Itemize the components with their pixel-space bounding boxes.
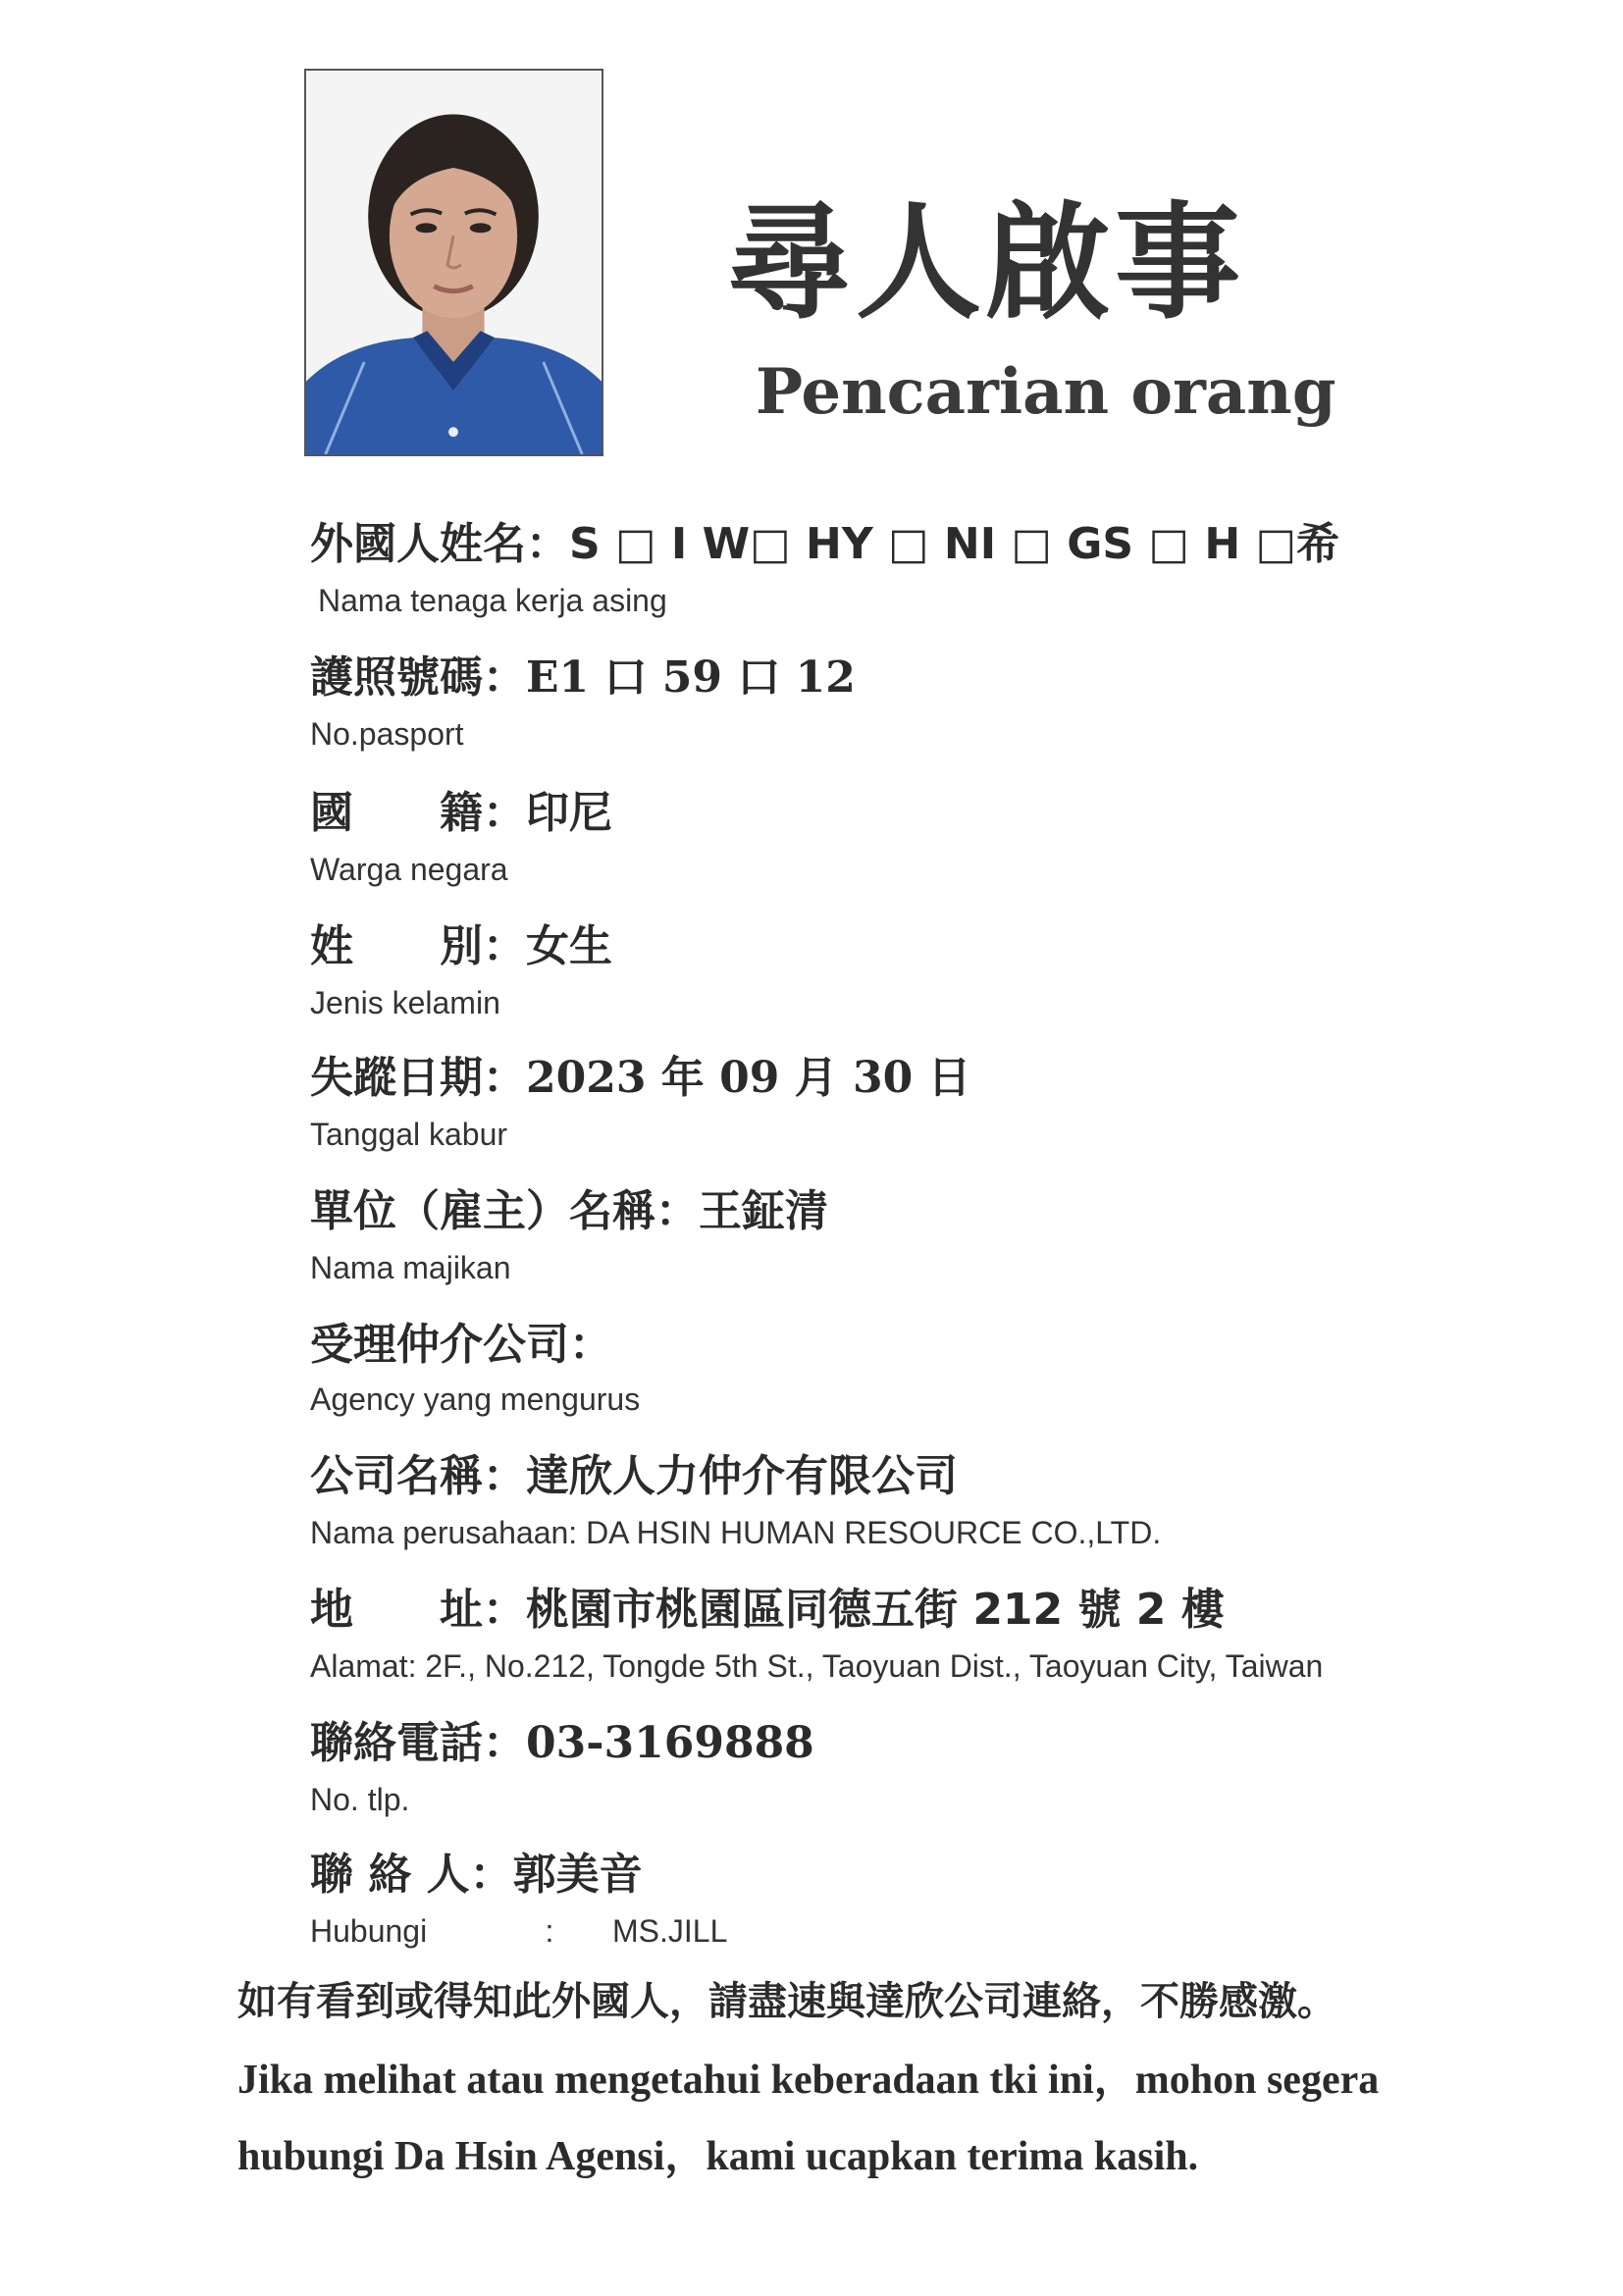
phone-label: 聯絡電話： <box>310 1718 526 1768</box>
missing-date-label: 失蹤日期： <box>310 1053 526 1103</box>
passport-row <box>310 642 856 704</box>
company-value: 達欣人力仲介有限公司 <box>526 1451 958 1501</box>
missing-date-row <box>310 1042 971 1105</box>
contact-label: 聯 絡 人： <box>310 1850 513 1900</box>
contact-colon-en: : <box>545 1913 554 1949</box>
company-label-en: Nama perusahaan: DA HSIN HUMAN RESOURCE CO.,LTD. <box>310 1515 1162 1550</box>
nationality-row <box>310 777 612 840</box>
phone-row <box>310 1707 814 1770</box>
missing-date-value: 2023 年 09 月 30 日 <box>526 1053 971 1103</box>
gender-value: 女生 <box>526 921 612 971</box>
name-label-zh: 外國人姓名：S □ I W□ HY □ NI □ GS □ H □希 <box>310 519 1340 569</box>
company-row <box>310 1440 958 1503</box>
contact-label-en: Hubungi <box>310 1913 428 1949</box>
passport-label-en: No.pasport <box>310 716 464 752</box>
contact-row <box>310 1839 643 1902</box>
acknowledgement-id-line2: hubungi Da Hsin Agensi，kami ucapkan terima kasih. <box>237 2134 1199 2179</box>
employer-value: 王鉦清 <box>699 1186 828 1236</box>
contact-value-en: MS.JILL <box>612 1913 728 1949</box>
name-label-en: Nama tenaga kerja asing <box>318 583 667 618</box>
nationality-label: 國 籍： <box>310 788 526 838</box>
passport-label: 護照號碼： <box>310 652 526 703</box>
missing-date-label-en: Tanggal kabur <box>310 1117 508 1152</box>
address-row <box>310 1574 1225 1637</box>
address-label-en: Alamat: 2F., No.212, Tongde 5th St., Taoyuan Dist., Taoyuan City, Taiwan <box>310 1648 1324 1684</box>
gender-label-en: Jenis kelamin <box>310 985 500 1020</box>
contact-value: 郭美音 <box>512 1850 643 1900</box>
gender-label: 姓 別： <box>310 921 526 971</box>
employer-row <box>310 1175 828 1238</box>
notice-title-zh: 尋人啟事 <box>726 190 1245 337</box>
address-value: 桃園市桃園區同德五街 212 號 2 樓 <box>526 1585 1225 1635</box>
agency-label-zh: 受理仲介公司： <box>310 1320 612 1370</box>
employer-label-en: Nama majikan <box>310 1250 511 1285</box>
company-label: 公司名稱： <box>310 1451 526 1501</box>
portrait-image <box>306 71 602 454</box>
employer-label: 單位（雇主）名稱： <box>310 1186 699 1236</box>
phone-value: 03-3169888 <box>526 1718 814 1768</box>
acknowledgement-id-line1: Jika melihat atau mengetahui keberadaan tki ini，mohon segera <box>237 2058 1380 2103</box>
nationality-label-en: Warga negara <box>310 852 508 887</box>
phone-label-en: No. tlp. <box>310 1782 410 1817</box>
acknowledgement-zh: 如有看到或得知此外國人，請盡速與達欣公司連絡，不勝感激。 <box>237 1979 1336 2024</box>
gender-row <box>310 911 612 973</box>
contact-row-en <box>310 1913 727 1950</box>
notice-title-id: Pencarian orang <box>756 355 1336 429</box>
worker-photo <box>304 69 603 456</box>
agency-label-en: Agency yang mengurus <box>310 1382 641 1417</box>
address-label: 地 址： <box>310 1585 526 1635</box>
passport-value: E1 口 59 口 12 <box>526 652 856 703</box>
nationality-value: 印尼 <box>526 788 612 838</box>
